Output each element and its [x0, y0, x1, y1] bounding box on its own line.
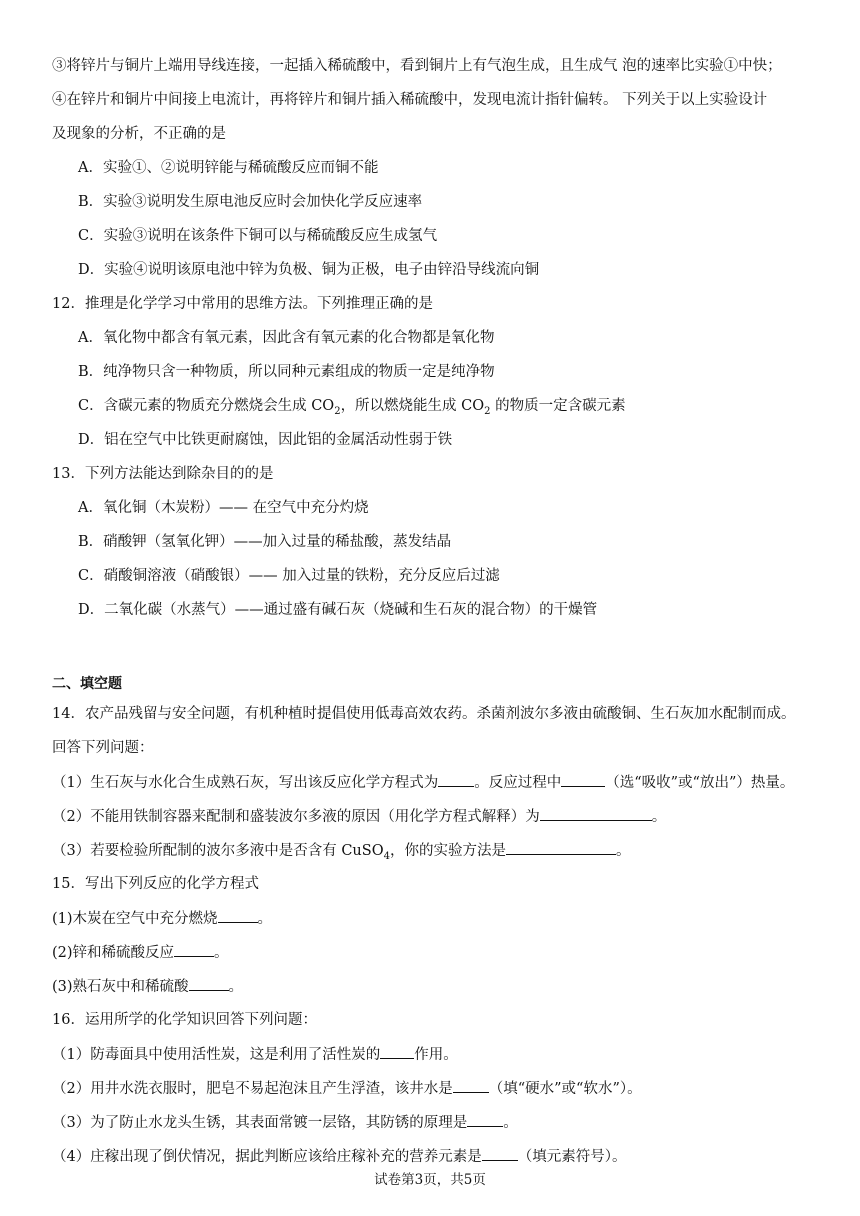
q15-stem: 15．写出下列反应的化学方程式	[52, 876, 259, 892]
q11-option-a: A．实验①、②说明锌能与稀硫酸反应而铜不能	[78, 160, 379, 176]
q13-option-d: D．二氧化碳（水蒸气）——通过盛有碱石灰（烧碱和生石灰的混合物）的干燥管	[78, 602, 598, 618]
q14-part3-blank[interactable]	[506, 840, 616, 855]
q14-part3-text-b: ，你的实验方法是	[389, 843, 506, 859]
q14-stem-line2: 回答下列问题：	[52, 740, 154, 756]
q12-option-c	[78, 396, 626, 422]
q11-text-line1: ③将锌片与铜片上端用导线连接，一起插入稀硫酸中，看到铜片上有气泡生成，且生成气 泡的速率比实验①中快；	[52, 58, 782, 74]
q14-stem-line1: 14．农产品残留与安全问题，有机种植时提倡使用低毒高效农药。杀菌剂波尔多液由硫酸铜、生石灰加水配制而成。	[52, 706, 796, 722]
q12-option-b: B．纯净物只含一种物质，所以同种元素组成的物质一定是纯净物	[78, 364, 495, 380]
q15-part1-blank[interactable]	[218, 908, 258, 923]
q16-part2-blank[interactable]	[453, 1078, 489, 1093]
q14-part3-text-c: 。	[615, 843, 631, 859]
q14-part2-blank[interactable]	[540, 806, 652, 821]
q15-part3	[52, 976, 243, 997]
q16-part1	[52, 1044, 458, 1065]
q12-option-c-part1: C．含碳元素的物质充分燃烧会生成 CO	[78, 398, 335, 414]
q11-option-b: B．实验③说明发生原电池反应时会加快化学反应速率	[78, 194, 423, 210]
q15-part2	[52, 942, 229, 963]
q16-part1-text: （1）防毒面具中使用活性炭，这是利用了活性炭的	[52, 1047, 381, 1063]
section-title-fill-in: 二、填空题	[52, 676, 122, 692]
q14-part1-blank1[interactable]	[438, 772, 474, 787]
q14-part2-text-b: 。	[651, 809, 667, 825]
q12-stem: 12．推理是化学学习中常用的思维方法。下列推理正确的是	[52, 296, 433, 312]
q14-part3-sub: 4	[383, 850, 390, 862]
q14-part1-blank2[interactable]	[561, 772, 605, 787]
q16-part3	[52, 1112, 518, 1133]
q13-option-a: A．氧化铜（木炭粉）—— 在空气中充分灼烧	[78, 500, 369, 516]
q15-part3-blank[interactable]	[189, 976, 229, 991]
q14-part1-text-b: 。反应过程中	[474, 775, 562, 791]
q16-part1-blank[interactable]	[380, 1044, 414, 1059]
q12-option-c-sub2: 2	[484, 405, 491, 417]
q15-part1-end: 。	[257, 911, 273, 927]
q12-option-c-part3: 的物质一定含碳元素	[490, 398, 626, 414]
q16-part3-blank[interactable]	[467, 1112, 503, 1127]
q11-text-line2: ④在锌片和铜片中间接上电流计，再将锌片和铜片插入稀硫酸中，发现电流计指针偏转。 下列关于以上实验设计	[52, 92, 768, 108]
page-footer: 试卷第3页，共5页	[374, 1172, 486, 1188]
q14-part1-text-c: （选“吸收”或“放出”）热量。	[605, 775, 795, 791]
q11-option-c: C．实验③说明在该条件下铜可以与稀硫酸反应生成氢气	[78, 228, 438, 244]
q15-part1-text: (1)木炭在空气中充分燃烧	[52, 911, 218, 927]
q13-option-b: B．硝酸钾（氢氧化钾）——加入过量的稀盐酸，蒸发结晶	[78, 534, 452, 550]
q15-part3-text: (3)熟石灰中和稀硫酸	[52, 979, 189, 995]
q15-part3-end: 。	[228, 979, 244, 995]
q15-part2-text: (2)锌和稀硫酸反应	[52, 945, 175, 961]
q16-part4-text: （4）庄稼出现了倒伏情况，据此判断应该给庄稼补充的营养元素是	[52, 1149, 482, 1165]
q11-option-d: D．实验④说明该原电池中锌为负极、铜为正极，电子由锌沿导线流向铜	[78, 262, 540, 278]
q15-part2-blank[interactable]	[174, 942, 214, 957]
q11-text-line3: 及现象的分析，不正确的是	[52, 126, 226, 142]
q16-part2	[52, 1078, 642, 1099]
q15-part2-end: 。	[214, 945, 229, 961]
q16-part2-text: （2）用井水洗衣服时，肥皂不易起泡沫且产生浮渣，该井水是	[52, 1081, 453, 1097]
q14-part2-text-a: （2）不能用铁制容器来配制和盛装波尔多液的原因（用化学方程式解释）为	[52, 809, 540, 825]
q12-option-a: A．氧化物中都含有氧元素，因此含有氧元素的化合物都是氧化物	[78, 330, 495, 346]
q14-part3-text-a: （3）若要检验所配制的波尔多液中是否含有 CuSO	[52, 843, 384, 859]
q16-part4-end: （填元素符号）。	[517, 1149, 627, 1165]
q16-part2-end: （填“硬水”或“软水”）。	[488, 1081, 642, 1097]
q16-part3-text: （3）为了防止水龙头生锈，其表面常镀一层铬，其防锈的原理是	[52, 1115, 468, 1131]
q16-part1-end: 作用。	[414, 1047, 458, 1063]
q12-option-d: D．铝在空气中比铁更耐腐蚀，因此铝的金属活动性弱于铁	[78, 432, 453, 448]
q12-option-c-part2: ，所以燃烧能生成 CO	[340, 398, 485, 414]
q13-option-c: C．硝酸铜溶液（硝酸银）—— 加入过量的铁粉，充分反应后过滤	[78, 568, 500, 584]
q16-part4-blank[interactable]	[482, 1146, 518, 1161]
q15-part1	[52, 908, 272, 929]
q16-part3-end: 。	[503, 1115, 518, 1131]
q14-part2	[52, 806, 666, 827]
q13-stem: 13．下列方法能达到除杂目的的是	[52, 466, 274, 482]
q14-part1	[52, 772, 794, 793]
q16-stem: 16．运用所学的化学知识回答下列问题：	[52, 1012, 317, 1028]
q14-part1-text-a: （1）生石灰与水化合生成熟石灰，写出该反应化学方程式为	[52, 775, 439, 791]
q16-part4	[52, 1146, 626, 1167]
q14-part3	[52, 840, 630, 867]
q12-option-c-sub1: 2	[334, 405, 341, 417]
